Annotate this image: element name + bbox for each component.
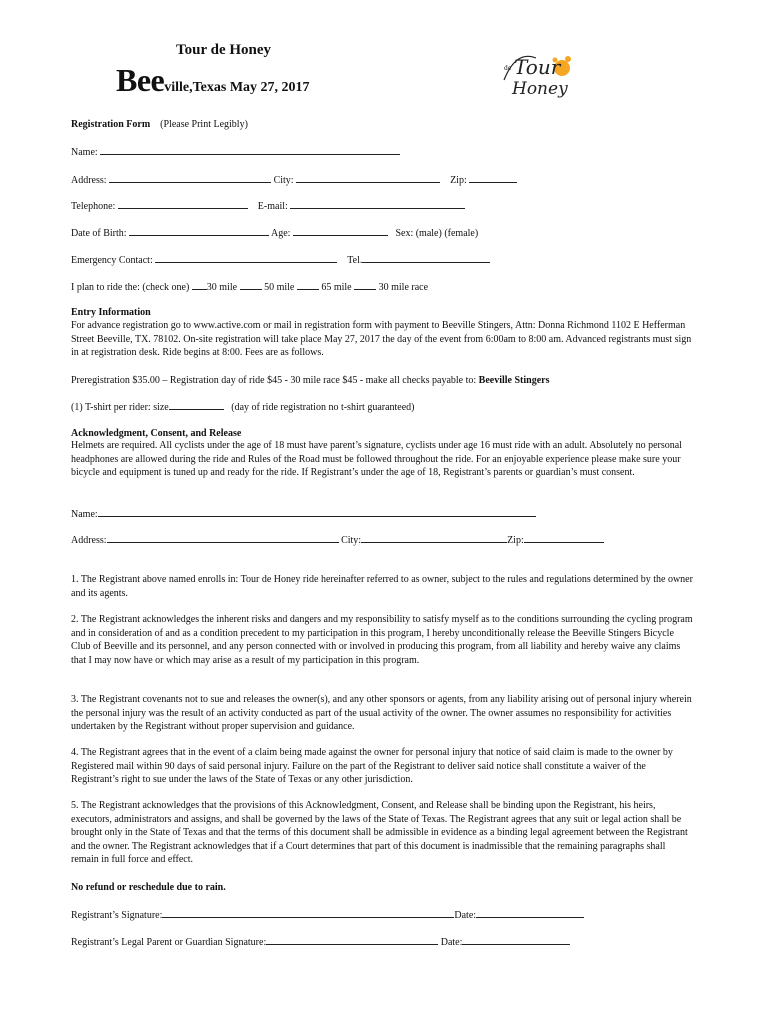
name-row: Name: [71,145,400,160]
ack-heading: Acknowledgment, Consent, and Release [71,428,242,439]
bee-text: Bee [116,62,165,98]
term-5: 5. The Registrant acknowledges that the provisions of this Acknowledgment, Consent, and Release shall be binding upon the Registrant, his heirs, executors, administrators and assigns, and shall be governed by the laws of the State of Texas. The Registrant agrees that any suit or legal action shall be brought only in the State of Texas and that the terms of this document shall be admissible in evidence as a binding legal agreement between the Registrant and the owner. The Registrant acknowledges that if a Court determines that part of this document is inadmissible that the remaining paragraphs shall remain in full force and effect. [71,800,688,866]
ride-choice-row: I plan to ride the: (check one) 30 mile 50 mile 65 mile 30 mile race [71,282,429,293]
check-50-mile[interactable] [240,280,262,290]
ack-address-field[interactable] [107,533,339,543]
dob-row: Date of Birth: Age: Sex: (male) (female) [71,228,479,239]
ack-name-row: Name: [71,507,536,522]
svg-text:Tour: Tour [514,55,561,79]
location-date-text: ville,Texas May 27, 2017 [164,80,310,95]
emergency-tel-field[interactable] [362,253,490,263]
registration-form-heading: Registration Form (Please Print Legibly) [71,119,248,130]
check-30-mile-race[interactable] [354,280,376,290]
ack-address-row: Address: City: Zip: [71,533,604,548]
email-field[interactable] [290,199,465,209]
term-1: 1. The Registrant above named enrolls in: Tour de Honey ride hereinafter referred to as owner, subject to the rules and regulations determined by the owner and its agents. [71,574,693,599]
term-4: 4. The Registrant agrees that in the event of a claim being made against the owner for personal injury that notice of said claim is made to the owner by Registered mail within 90 days of said personal injury. Failure on the part of the Registrant to deliver said notice shall constitute a waiver of the Registrant’s right to sue under the laws of the State of Texas or any other jurisdiction. [71,747,673,786]
zip-field[interactable] [469,173,517,183]
signature-date-field[interactable] [476,908,584,918]
event-location-date [116,62,310,99]
event-title: Tour de Honey [176,42,272,58]
dob-field[interactable] [129,226,269,236]
check-30-mile[interactable] [192,280,207,290]
name-field[interactable] [100,145,400,155]
telephone-field[interactable] [118,199,248,209]
tshirt-size-field[interactable] [169,400,224,410]
entry-heading: Entry Information [71,307,151,318]
svg-text:de: de [504,65,512,72]
term-3: 3. The Registrant covenants not to sue and releases the owner(s), and any other sponsors or agents, from any liability arising out of personal injury wherein the personal injury was the result of an activity conducted as part of the usual activity of the owner. The owner assumes no responsibility for activities undertaken by the Registrant without proper supervision and guidance. [71,694,692,733]
telephone-row: Telephone: E-mail: [71,199,465,214]
ack-text: Helmets are required. All cyclists under the age of 18 must have parent’s signature, cyclists under age 16 must ride with an adult. Absolutely no personal headphones are allowed during the ride and Rules of the Road must be followed throughout the ride. For an enjoyable experience please make sure your bicycle and equipment is tuned up and ready for the ride. If Registrant’s under the age of 18, Registrant’s parents or guardian’s must consent. [71,440,682,479]
ack-zip-field[interactable] [524,533,604,543]
emergency-contact-field[interactable] [155,253,337,263]
entry-text: For advance registration go to www.active.com or mail in registration form with payment to Beeville Stingers, Attn: Donna Richmond 1102 E Hefferman Street Beeville, TX. 78102. On-site registration will take place May 27, 2017 the day of the event from 6:00am to 8:00 am. Advanced registrants must sign in at registration desk. Ride begins at 8:00. Fees are as follows. [71,320,692,359]
ack-name-field[interactable] [98,507,536,517]
guardian-date-field[interactable] [462,935,570,945]
guardian-signature-row: Registrant’s Legal Parent or Guardian Signature: Date: [71,935,570,950]
ack-city-field[interactable] [361,533,507,543]
guardian-signature-field[interactable] [266,935,438,945]
address-field[interactable] [109,173,271,183]
emergency-row: Emergency Contact: Tel. [71,253,490,268]
fees-text: Preregistration $35.00 – Registration day of ride $45 - 30 mile race $45 - make all checks payable to: Beeville Stingers [71,375,550,386]
city-field[interactable] [296,173,440,183]
check-65-mile[interactable] [297,280,319,290]
age-field[interactable] [293,226,388,236]
sex-options[interactable]: Sex: (male) (female) [395,228,479,239]
address-row: Address: City: Zip: [71,173,517,188]
signature-field[interactable] [162,908,454,918]
no-refund-notice: No refund or reschedule due to rain. [71,882,226,893]
svg-text:Honey: Honey [512,79,568,99]
term-2: 2. The Registrant acknowledges the inherent risks and dangers and my responsibility to satisfy myself as to the conditions surrounding the cycling program and in consideration of and as a condition precedent to my participation in this program, I hereby unconditionally release the Beeville Stingers Bicycle Club of Beeville and its personnel, and any person connected with or involved in producing this program, from all liability and hereby waive any claims that I may now have or which may arise as a result of my participation in this program. [71,614,693,666]
tour-de-honey-logo [496,40,584,104]
signature-row: Registrant’s Signature: Date: [71,908,584,923]
tshirt-row: (1) T-shirt per rider: size (day of ride registration no t-shirt guaranteed) [71,402,415,413]
